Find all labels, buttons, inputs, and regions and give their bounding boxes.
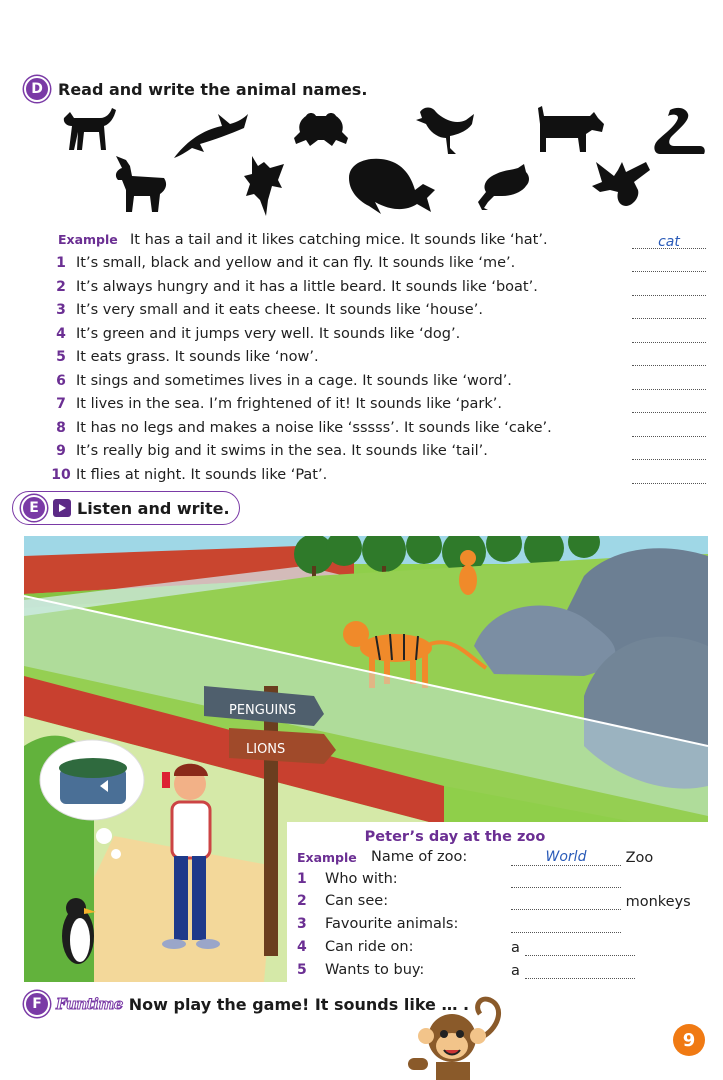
row-label: Can ride on: (325, 939, 414, 955)
question-text: It’s always hungry and it has a little beard. It sounds like ‘boat’. (76, 278, 538, 295)
shark-silhouette (170, 110, 250, 162)
table-example-label: Example (297, 849, 357, 865)
question-row (46, 369, 716, 393)
question-number: 6 (56, 372, 66, 389)
question-text: It’s very small and it eats cheese. It sounds like ‘house’. (76, 302, 483, 319)
row-number: 2 (297, 893, 307, 909)
answer-field[interactable] (511, 849, 621, 866)
example-text: It has a tail and it likes catching mice. It sounds like ‘hat’. (130, 231, 548, 248)
example-answer: cat (658, 233, 680, 250)
goat-silhouette (110, 154, 172, 216)
question-row (46, 322, 716, 346)
table-row (297, 890, 707, 912)
question-text: It has no legs and makes a noise like ‘sssss’. It sounds like ‘cake’. (76, 419, 552, 436)
section-e-badge: E (21, 495, 47, 521)
question-row (46, 252, 716, 276)
table-example-suffix: Zoo (625, 849, 654, 866)
question-number: 2 (56, 278, 66, 295)
question-number: 3 (56, 302, 66, 319)
zoo-info-table (287, 822, 711, 990)
cat-silhouette (60, 104, 120, 154)
row-label: Can see: (325, 893, 389, 909)
answer-field[interactable] (632, 398, 706, 413)
question-text: It sings and sometimes lives in a cage. It sounds like ‘word’. (76, 372, 512, 389)
section-d-header (24, 76, 367, 102)
bee-silhouette (588, 160, 654, 210)
question-number: 9 (56, 443, 66, 460)
answer-field[interactable] (632, 422, 706, 437)
row-number: 1 (297, 871, 307, 887)
table-row (297, 936, 707, 958)
table-row (297, 868, 707, 890)
question-number: 7 (56, 396, 66, 413)
row-prefix: a (511, 939, 520, 956)
lions-sign-text: LIONS (246, 742, 286, 757)
question-text: It flies at night. It sounds like ‘Pat’. (76, 466, 328, 483)
answer-field[interactable] (632, 351, 706, 366)
table-example-field: Name of zoo: (371, 849, 468, 865)
question-row (46, 346, 716, 370)
tiger-far (459, 550, 477, 595)
row-prefix: a (511, 962, 520, 979)
monkey-mascot (404, 996, 508, 1080)
question-list (46, 228, 716, 487)
example-row (46, 228, 716, 252)
section-f-header (24, 991, 469, 1017)
answer-field[interactable] (632, 304, 706, 319)
cow-silhouette (534, 104, 606, 156)
question-row (46, 393, 716, 417)
question-text: It’s really big and it swims in the sea. It sounds like ‘tail’. (76, 443, 488, 460)
section-f-instruction: Now play the game! It sounds like … . (128, 994, 470, 1014)
answer-field[interactable] (632, 281, 706, 296)
answer-field[interactable] (632, 328, 706, 343)
section-d-instruction: Read and write the animal names. (58, 79, 368, 99)
answer-field[interactable] (511, 871, 621, 888)
row-suffix: monkeys (625, 893, 691, 910)
row-label: Favourite animals: (325, 916, 459, 932)
table-title: Peter’s day at the zoo (364, 829, 546, 845)
page-number: 9 (673, 1024, 705, 1056)
question-row (46, 416, 716, 440)
question-row (46, 463, 716, 487)
answer-field[interactable] (632, 445, 706, 460)
question-number: 10 (51, 466, 71, 483)
answer-field[interactable] (632, 375, 706, 390)
answer-field[interactable] (511, 893, 621, 910)
question-text: It’s small, black and yellow and it can fly. It sounds like ‘me’. (76, 255, 516, 272)
table-row (297, 913, 707, 935)
table-row (297, 959, 707, 981)
row-number: 3 (297, 916, 307, 932)
section-f-badge: F (24, 991, 50, 1017)
bird-silhouette (414, 104, 476, 158)
question-text: It’s green and it jumps very well. It sounds like ‘dog’. (76, 325, 461, 342)
penguins-sign-text: PENGUINS (229, 703, 297, 718)
funtime-logo: Funtime (56, 995, 123, 1013)
question-number: 8 (56, 419, 66, 436)
question-row (46, 299, 716, 323)
answer-field[interactable] (632, 234, 706, 249)
question-text: It eats grass. It sounds like ‘now’. (76, 349, 319, 366)
question-row (46, 440, 716, 464)
section-d-badge: D (24, 76, 50, 102)
answer-field[interactable] (632, 257, 706, 272)
row-label: Who with: (325, 871, 398, 887)
section-e-instruction: Listen and write. (77, 498, 230, 518)
row-number: 5 (297, 962, 307, 978)
table-example-row (297, 846, 707, 868)
answer-field[interactable] (511, 916, 621, 933)
answer-field[interactable] (525, 962, 635, 979)
answer-field[interactable] (632, 469, 706, 484)
section-e-header (12, 491, 240, 525)
whale-silhouette (345, 154, 437, 220)
row-label: Wants to buy: (325, 962, 425, 978)
table-example-answer: World (545, 848, 587, 865)
question-number: 5 (56, 349, 66, 366)
question-row (46, 275, 716, 299)
question-number: 4 (56, 325, 66, 342)
snake-silhouette (650, 106, 706, 158)
question-text: It lives in the sea. I’m frightened of it! It sounds like ‘park’. (76, 396, 502, 413)
play-audio-icon[interactable] (53, 499, 71, 517)
answer-field[interactable] (525, 939, 635, 956)
row-number: 4 (297, 939, 307, 955)
example-label: Example (58, 232, 118, 248)
bat-silhouette (242, 154, 286, 218)
frog-silhouette (292, 110, 350, 150)
question-number: 1 (56, 255, 66, 272)
mouse-silhouette (474, 162, 534, 212)
